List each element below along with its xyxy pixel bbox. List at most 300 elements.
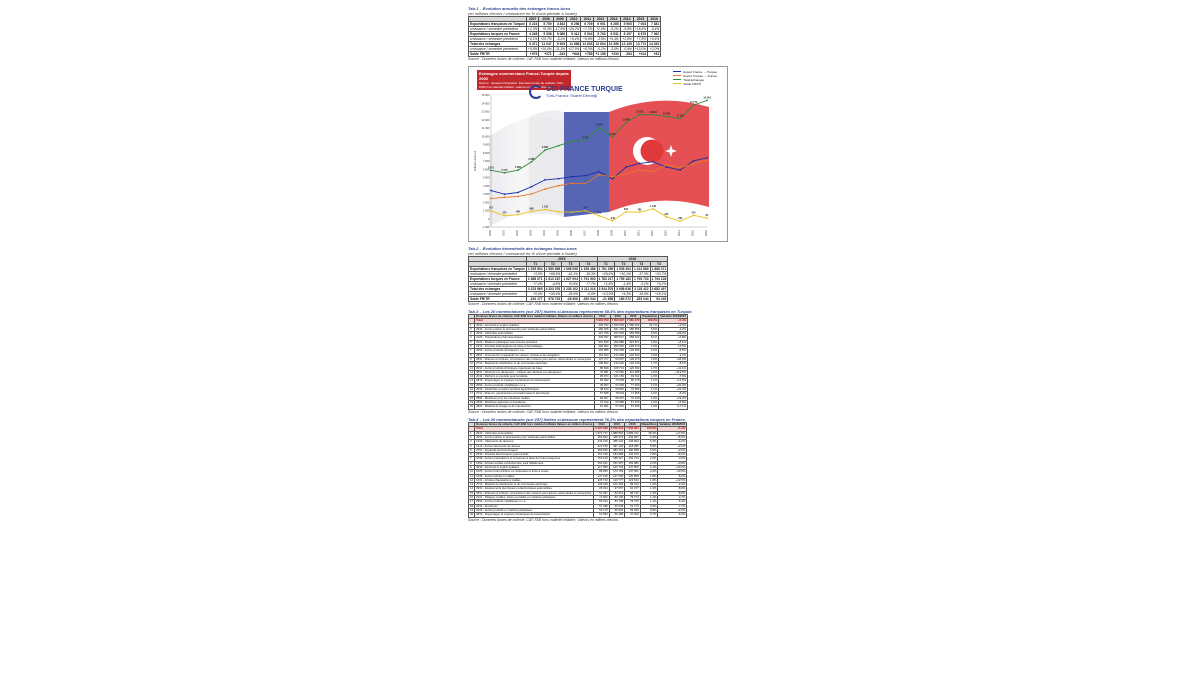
x-tick-label: 2001 — [502, 229, 506, 236]
table-cell: 37 012 — [595, 400, 610, 404]
data-label: 12 633 — [635, 110, 644, 114]
table-cell: 1 — [469, 431, 475, 435]
cci-logo-sub: Türk-Fransız Ticaret Derneği — [546, 92, 597, 98]
table-cell: 7 062 264 — [626, 426, 639, 431]
table-cell: +29,2% — [568, 27, 580, 31]
table-cell: 19 — [470, 399, 474, 404]
table-cell: 154 955 — [595, 349, 610, 353]
table-cell: 2711 - Moteurs, génératrices et transformateurs électriques — [475, 392, 595, 396]
table-cell: -29,9% — [562, 291, 580, 296]
table-cell: +5,6% — [526, 291, 544, 296]
table-cell: 2221 - Plaques, feuilles, tubes et profilés en matières plastiques — [475, 496, 594, 500]
table-cell: 369 825 — [594, 448, 609, 452]
table-cell: 97 657 — [609, 487, 624, 491]
table-cell: +36,9% — [659, 357, 688, 361]
table-cell: 0,7% — [640, 513, 658, 517]
data-point — [504, 193, 506, 195]
table-cell: 2910 - Véhicules automobiles — [475, 332, 595, 336]
data-label: 888 — [529, 206, 534, 210]
table-cell: Total — [475, 319, 595, 323]
tab2-subtitle: (en millions d'euros / croissance en % d'une période à l'autre) — [468, 250, 577, 256]
data-point — [652, 160, 654, 162]
table-cell: 452 057 — [625, 435, 640, 439]
flag-red-left — [529, 110, 564, 217]
table-cell: 2410 - Produits sidérurgiques de base et ferroalliages — [475, 345, 595, 349]
data-point — [652, 113, 654, 115]
data-label: 5 871 — [488, 165, 494, 169]
table-cell: 61 776 — [625, 504, 640, 508]
table-cell: 428 372 — [609, 435, 624, 439]
data-point — [679, 166, 681, 168]
table-cell: 57 616 — [610, 405, 625, 409]
table-cell: 8 — [469, 461, 475, 465]
table-header-cell: Répartition — [641, 422, 657, 427]
table-cell: 1 613 187 — [545, 276, 561, 281]
table-cell: 57 698 — [595, 392, 610, 396]
table-cell: 5 709 — [539, 22, 553, 27]
table-cell: -5,8% — [620, 27, 633, 32]
legend-swatch — [673, 79, 681, 80]
table-cell: 2020 - Pesticides et autres produits agrochimiques — [475, 388, 595, 392]
data-label: 11 047 — [595, 123, 603, 127]
data-point — [490, 169, 492, 171]
y-tick-label: 3 000 — [483, 192, 490, 196]
table-cell: 5 086 — [553, 32, 566, 37]
table-cell: 134 368 — [610, 353, 625, 357]
table-cell: 82 130 — [609, 496, 624, 500]
table-cell: 1 761 359 — [598, 266, 614, 271]
table-cell: 1,0% — [641, 396, 659, 400]
table-cell: 1 705 733 — [633, 276, 649, 281]
table-cell: 20 — [470, 404, 474, 409]
table-cell: 1439 - Autres articles à mailles — [475, 474, 594, 478]
table-cell: -21 858 — [597, 296, 615, 301]
table-cell: -18,6% — [632, 291, 650, 296]
table-cell: 7 — [469, 457, 475, 461]
y-tick-label: 10 000 — [481, 134, 490, 138]
table-cell: 181 733 — [625, 457, 640, 461]
table-cell: 107 708 — [595, 332, 610, 336]
table-cell: +0,1% — [527, 37, 538, 41]
table-header-cell: 2013 — [607, 17, 620, 22]
data-point — [666, 163, 668, 165]
table-cell: Exportations françaises en Turquie — [470, 22, 525, 26]
table-cell: 83 788 — [609, 500, 624, 504]
table-cell: 2910 - Véhicules automobiles — [475, 431, 594, 435]
data-label: 375 — [502, 211, 507, 215]
table-cell: -37,3% — [632, 271, 650, 276]
table-header-cell: 2011 — [581, 17, 594, 22]
table-cell: 6 709 — [581, 22, 594, 27]
table-cell: 418 295 — [625, 444, 640, 448]
table-cell: croissance / trimestre précédent — [469, 281, 527, 286]
table-row — [469, 271, 668, 276]
table-cell: 71 502 — [594, 496, 609, 500]
legend-label: Solde FR/TR — [683, 81, 701, 86]
data-point — [706, 217, 708, 219]
data-label: 5 886 — [515, 165, 521, 169]
data-label: 12 604 — [649, 110, 657, 114]
table-cell: -6,0% — [658, 513, 687, 517]
table-cell: 7 381 472 — [626, 318, 640, 323]
table-cell: +12,5% — [659, 379, 688, 383]
table-cell: -2,4% — [658, 483, 687, 487]
table-row — [469, 47, 661, 52]
table-cell: 429 752 — [595, 323, 610, 327]
x-tick-label: 2013 — [664, 229, 668, 236]
table-cell: 363 502 — [594, 435, 609, 439]
table-cell: 5 412 — [567, 32, 581, 37]
table-cell: 13 — [470, 374, 474, 379]
table-cell: 2,2% — [640, 461, 658, 465]
data-label: 11 668 — [622, 117, 630, 121]
table-cell: -0,2% — [594, 47, 607, 52]
table-cell: 1 627 004 — [563, 276, 578, 281]
table-cell: 390 058 — [625, 448, 640, 452]
table-cell: -18 906 — [562, 296, 580, 301]
table-cell: Exportations turques en France — [469, 276, 527, 281]
table-cell: 16 — [470, 387, 474, 392]
table-cell: +13,2% — [658, 466, 687, 470]
table-cell: 299 579 — [625, 345, 640, 349]
trade-chart — [468, 66, 728, 242]
table-cell: 188 327 — [609, 457, 624, 461]
table-cell: -9,2% — [607, 27, 620, 32]
table-cell: -3,5% — [607, 47, 620, 52]
data-point — [504, 171, 506, 173]
cci-logo-icon — [529, 85, 543, 99]
table-cell: 3 118 422 — [634, 286, 649, 291]
table-cell: 59 266 — [625, 508, 640, 512]
table-cell: 5,5% — [640, 448, 658, 452]
table-cell: 12 633 — [582, 42, 593, 46]
table-header-cell: T3 — [632, 261, 650, 266]
table-header-cell: Répartition — [642, 314, 658, 318]
y-tick-label: 7 000 — [483, 159, 490, 163]
table-cell: 976 702 — [544, 296, 562, 301]
data-label: 785 — [637, 207, 642, 211]
table-cell: +18,1% — [650, 291, 668, 296]
x-tick-label: 2003 — [529, 229, 533, 236]
table-cell: 137 501 — [625, 470, 640, 474]
table-cell: 6 197 — [620, 32, 633, 37]
table-cell: 14 — [470, 486, 474, 491]
x-tick-label: 2011 — [637, 229, 641, 236]
table-cell: -1,4% — [615, 281, 633, 286]
table-cell: 1,1% — [641, 383, 659, 387]
data-point — [693, 162, 695, 164]
table-cell: 117 865 — [594, 466, 609, 470]
y-axis-label: millions d'euros — [473, 150, 477, 171]
data-point — [625, 173, 627, 175]
table-cell: 5 338 — [539, 32, 553, 37]
data-point — [693, 104, 695, 106]
table-cell: 123 513 — [625, 478, 640, 482]
table-cell: 5 — [469, 340, 475, 344]
table-cell: 1 688 071 — [527, 276, 543, 281]
table-cell: -20,9% — [658, 470, 687, 474]
data-point — [639, 113, 641, 115]
y-tick-label: 15 000 — [481, 93, 490, 97]
table-cell: 482 205 — [595, 327, 610, 331]
table-cell: +4,3% — [615, 291, 633, 296]
table-cell: 70 290 — [625, 396, 640, 400]
table-header-cell: 2014 — [594, 423, 609, 427]
table-header-cell: T2 — [615, 261, 633, 266]
data-label: 971 — [489, 206, 493, 210]
table-row — [469, 52, 661, 57]
table-cell: 2811 - Moteurs et turbines, à l'exclusion des moteurs pour avions, automobiles et motocycles — [475, 491, 594, 495]
data-label: 234 — [664, 212, 669, 216]
table-cell: 2751 - Appareils électroménagers — [475, 448, 594, 452]
table-cell: 61 961 — [595, 405, 610, 409]
table-cell: 122 139 — [625, 362, 640, 366]
table-cell: 5 223 — [526, 22, 538, 27]
table-cell: 11 047 — [539, 42, 553, 47]
table-cell: 86 699 — [595, 366, 610, 370]
data-point — [625, 121, 627, 123]
table-cell: +0,6% — [658, 461, 687, 465]
table-cell: 2712 - Matériel de distribution et de commande électrique — [475, 483, 594, 487]
data-label: 6 888 — [528, 157, 535, 161]
table-header-cell: 2008 — [539, 17, 553, 22]
table-cell: 2599 - Autres produits métalliques n.c.a. — [475, 500, 594, 504]
table-cell: 1,1% — [640, 496, 658, 500]
table-header-cell: T3 — [562, 261, 580, 266]
data-point — [612, 219, 614, 221]
table-cell: -6,4% — [658, 500, 687, 504]
table-header-cell: 2015 — [610, 315, 625, 319]
table-cell: +8,3% — [581, 47, 594, 52]
table-cell: 163 120 — [594, 457, 609, 461]
tab1-source: Source : Données brutes de collecte, CAF-FAB hors matériel militaire, Valeurs en millions d'euros — [468, 57, 619, 61]
table-cell: 7 002 997 — [611, 318, 624, 323]
table-cell: +7,4% — [526, 281, 544, 286]
table-cell: 130 744 — [609, 466, 624, 470]
y-tick-label: 0 — [488, 217, 490, 221]
data-point — [679, 169, 681, 171]
table-cell: 347 525 — [610, 332, 625, 336]
table-cell: Solde FR/TR — [469, 296, 527, 301]
table-cell: 1 572 747 — [595, 430, 608, 435]
table-cell: 105 723 — [594, 478, 609, 482]
table-cell: +371 — [539, 52, 553, 57]
table-cell: 2651 - Instruments et appareils de mesure, d'essai et de navigation — [475, 353, 595, 357]
data-point — [639, 211, 641, 213]
table-cell: 173 769 — [609, 470, 624, 474]
table-cell: 52 175 — [594, 508, 609, 512]
table-row — [469, 42, 661, 47]
data-point — [639, 168, 641, 170]
table-header-cell: 2007 — [526, 17, 538, 22]
table-cell: 380 517 — [610, 336, 625, 340]
tab2-caption — [468, 246, 733, 256]
table-cell: +5,4% — [648, 37, 661, 42]
legend-label: Total Echanges — [683, 77, 704, 82]
table-cell: -5,2% — [553, 37, 566, 42]
table-cell: +1,8% — [597, 281, 615, 286]
table-cell: 1,1% — [641, 388, 659, 392]
table-cell: 2894 - Machines pour les industries textiles — [475, 396, 595, 400]
table-cell: 50 486 — [609, 513, 624, 517]
data-label: 414 — [691, 210, 696, 214]
table-cell: -8,2% — [658, 474, 687, 478]
table-header-cell: T4 — [579, 261, 597, 266]
data-label: 12 396 — [662, 111, 671, 115]
table-cell: 2811 - Moteurs et turbines, à l'exclusion des moteurs pour avions, automobiles et motocycles — [475, 357, 595, 361]
table-cell: 6 — [469, 345, 475, 349]
table-cell: 1 412 689 — [633, 266, 649, 271]
table-cell: 1 751 530 — [580, 276, 596, 281]
table-cell: -8,8% — [658, 487, 687, 491]
data-label: 81 — [705, 213, 709, 217]
data-point — [571, 211, 573, 213]
table-header-cell: T4 — [650, 261, 668, 266]
x-tick-label: 2009 — [610, 229, 614, 236]
table-cell: 99 072 — [625, 483, 640, 487]
table-cell: 152 958 — [610, 349, 625, 353]
table-cell: 7 062 — [648, 32, 661, 37]
table-cell: 6 531 — [607, 32, 620, 37]
table-cell: 11 668 — [567, 42, 581, 47]
table-cell: 0,9% — [640, 504, 658, 508]
table-cell: 2059 - Autres produits chimiques n.c.a. — [475, 349, 595, 353]
table-cell: 16 — [470, 495, 474, 500]
table-cell: 6 — [469, 453, 475, 457]
data-point — [490, 189, 492, 191]
table-cell: 56 520 — [609, 508, 624, 512]
table-cell: 6 256 — [567, 22, 581, 27]
table-cell: 132 092 — [610, 362, 625, 366]
table-cell: 12 — [470, 477, 474, 482]
table-cell: 1 783 217 — [598, 276, 614, 281]
table-cell: -0,6% — [579, 291, 597, 296]
table-header-cell: Variation 2016/2015 — [659, 422, 686, 427]
data-point — [598, 214, 600, 216]
table-cell: 459 588 — [625, 332, 640, 336]
data-point — [544, 208, 546, 210]
table-header-cell: 2016 — [625, 315, 640, 319]
table-row — [469, 266, 668, 271]
table-cell: +11,1% — [659, 366, 688, 370]
tab2-quarterly-table — [468, 256, 668, 302]
table-cell: 3811 - Déchets non dangereux ; collecte des déchets non dangereux — [475, 370, 595, 374]
data-point — [652, 207, 654, 209]
table-cell: 1,9% — [641, 353, 659, 357]
table-cell: +18,6% — [634, 27, 647, 31]
data-label: 8 308 — [542, 145, 548, 149]
y-tick-label: 9 000 — [483, 143, 490, 146]
table-cell: 84 512 — [609, 491, 624, 495]
table-cell: 1 888 854 — [610, 430, 624, 435]
table-cell: +0,8% — [659, 336, 688, 340]
table-cell: -17,9% — [554, 27, 566, 31]
table-cell: 350 910 — [610, 345, 625, 349]
table-cell: 4 248 — [526, 32, 538, 37]
table-cell: Total — [475, 427, 594, 431]
table-cell: 76 685 — [625, 388, 640, 392]
table-cell: 18 — [470, 395, 474, 400]
table-cell: 1 608 098 — [563, 266, 578, 271]
table-cell: 95 974 — [595, 375, 610, 379]
table-cell: 496 282 — [595, 345, 610, 349]
data-point — [598, 126, 600, 128]
table-cell: 1,8% — [640, 478, 658, 482]
table-cell: 2,0% — [640, 470, 658, 474]
table-cell: 444 216 — [594, 440, 609, 444]
table-cell: 1,0% — [641, 392, 659, 396]
table-row — [469, 286, 668, 291]
table-cell: 94 245 — [650, 296, 668, 301]
table-cell: +414 — [633, 52, 647, 57]
data-point — [558, 144, 560, 146]
table-cell: 22,7% — [641, 323, 659, 327]
tab3-title: Tab.3 – Les 20 nomenclatures (sur 257) listées ci-dessous représentent 69,4% des exportations françaises en Turquie. — [468, 309, 693, 314]
data-point — [517, 195, 519, 197]
table-cell: 12 396 — [608, 42, 619, 46]
table-cell: -18,3% — [579, 271, 597, 276]
table-cell: 55 937 — [610, 396, 625, 400]
table-cell: 1,1% — [640, 500, 658, 504]
table-cell: 14 — [470, 378, 474, 383]
table-cell: 2599 - Autres produits métalliques n.c.a. — [475, 383, 595, 387]
table-cell: +2,3% — [527, 27, 538, 31]
table-row — [469, 22, 661, 27]
table-cell: -7,6% — [659, 375, 688, 379]
data-label: 1 108 — [542, 205, 548, 209]
data-point — [625, 210, 627, 212]
chart-title-text: Echanges commerciaux France-Turquie depuis 2000 — [479, 70, 569, 81]
data-label: 12 139 — [676, 114, 684, 118]
data-point — [531, 210, 533, 212]
table-cell: -0,9% — [620, 47, 633, 52]
data-point — [558, 210, 560, 212]
tab3-fr-exports-table — [468, 314, 688, 410]
y-tick-label: 14 000 — [481, 101, 490, 105]
legend-item — [673, 82, 717, 86]
table-cell: 5 — [469, 448, 475, 452]
table-cell: 28,3% — [640, 431, 658, 435]
table-row — [469, 37, 661, 42]
table-cell: 128 970 — [625, 357, 640, 361]
table-cell: +7,2% — [581, 27, 594, 32]
data-point — [706, 156, 708, 158]
table-cell: 4 843 — [553, 22, 566, 27]
table-cell: +13,0% — [634, 47, 647, 51]
y-tick-label: 2 000 — [483, 200, 490, 204]
table-cell: +3,0% — [526, 271, 544, 276]
table-cell: -392 044 — [579, 296, 597, 301]
table-cell: +29,2% — [659, 332, 688, 336]
data-point — [693, 214, 695, 216]
table-cell: 422 150 — [594, 444, 609, 448]
table-cell: 50 592 — [610, 370, 625, 374]
table-cell: 57 498 — [594, 504, 609, 508]
flag-blue-band — [564, 112, 609, 217]
table-cell: 2815 - Engrenages et organes mécaniques de transmission — [475, 379, 595, 383]
y-tick-label: 11 000 — [481, 126, 490, 130]
table-cell: 137 105 — [594, 474, 609, 478]
data-point — [679, 117, 681, 119]
table-cell: 79 774 — [625, 496, 640, 500]
table-cell: 3 544 576 — [598, 286, 614, 291]
data-point — [639, 162, 641, 164]
tab1-title: Tab.1 – Évolution annuelle des échanges franco-turcs — [468, 6, 571, 11]
table-cell: 18 — [470, 503, 474, 508]
table-cell: 84 807 — [610, 357, 625, 361]
table-cell: 13 772 — [633, 42, 647, 47]
table-cell: 101 093 — [609, 483, 624, 487]
